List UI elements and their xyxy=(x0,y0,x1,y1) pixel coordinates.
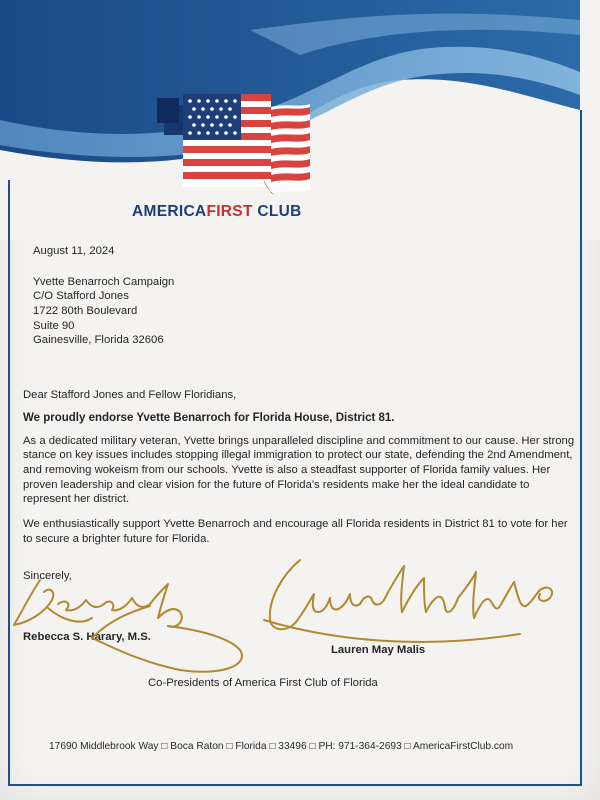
greeting: Dear Stafford Jones and Fellow Floridians, xyxy=(23,389,237,402)
body-paragraph-1: As a dedicated military veteran, Yvette brings unparalleled discipline and commitment to our cause. Her strong stance on key issues includes stopping illegal immigration to protect our state, defending the 2nd Amendment, and removing wokeism from our schools. Yvette is also a steadfast supporter of Florida family values. Her proven leadership and clear vision for the future of Florida's residents make her the ideal candidate to represent her district. xyxy=(23,434,575,506)
co-presidents-title: Co-Presidents of America First Club of Florida xyxy=(148,677,378,689)
endorsement-headline: We proudly endorse Yvette Benarroch for Florida House, District 81. xyxy=(23,411,395,424)
address-line: C/O Stafford Jones xyxy=(33,290,129,303)
address-line: Gainesville, Florida 32606 xyxy=(33,334,164,347)
letter-body xyxy=(23,244,578,556)
club-logo-text: AMERICAFIRST CLUB xyxy=(132,203,302,220)
signer-2-name: Lauren May Malis xyxy=(331,644,426,656)
signature-rebecca-harary xyxy=(14,580,242,672)
recipient-address xyxy=(33,275,578,348)
page-border-right xyxy=(580,110,582,785)
letter-date: August 11, 2024 xyxy=(33,245,115,257)
signature-lauren-may-malis xyxy=(264,560,552,642)
letterhead-footer: 17690 Middlebrook Way □ Boca Raton □ Florida □ 33496 □ PH: 971-364-2693 □ AmericaFirstClub.com xyxy=(49,741,514,752)
page-border-left xyxy=(8,180,10,785)
signer-1-name: Rebecca S. Harary, M.S. xyxy=(23,631,151,643)
address-line: Yvette Benarroch Campaign xyxy=(33,275,175,288)
closing: Sincerely, xyxy=(23,570,72,582)
address-line: Suite 90 xyxy=(33,319,75,332)
body-paragraph-2: We enthusiastically support Yvette Benarroch and encourage all Florida residents in District 81 to vote for her to secure a brighter future for Florida. xyxy=(23,518,568,545)
address-line: 1722 80th Boulevard xyxy=(33,305,138,318)
page-border-bottom xyxy=(8,784,582,786)
